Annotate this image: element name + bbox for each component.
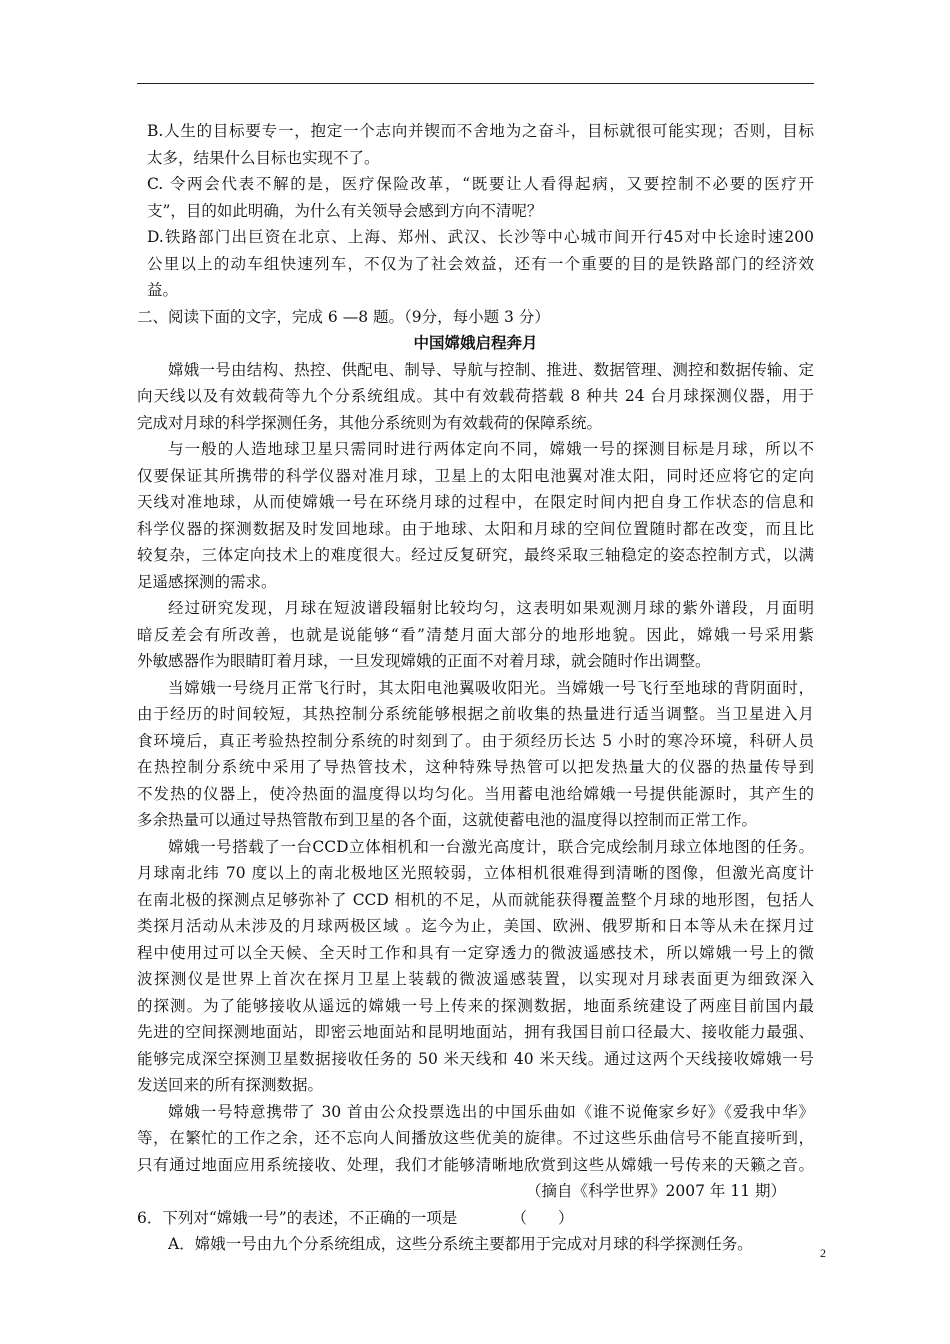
text-line: 先进的空间探测地面站，即密云地面站和昆明地面站，拥有我国目前口径最大、接收能力最强、 xyxy=(137,1023,814,1041)
text-line: 在热控制分系统中采用了导热管技术，这种特殊导热管可以把发热量大的仪器的热量传导到 xyxy=(137,758,814,776)
text-line: 太多，结果什么目标也实现不了。 xyxy=(147,148,380,167)
text-line: 经过研究发现，月球在短波谱段辐射比较均匀，这表明如果观测月球的紫外谱段，月面明 xyxy=(168,599,814,617)
text-line: 天线对准地球，从而使嫦娥一号在环绕月球的过程中，在限定时间内把自身工作状态的信息和 xyxy=(137,493,814,511)
source-citation: （摘自《科学世界》2007 年 11 期） xyxy=(526,1182,786,1200)
paragraph-4 xyxy=(137,675,814,834)
text-line: 公里以上的动车组快速列车，不仅为了社会效益，还有一个重要的目的是铁路部门的经济效 xyxy=(147,254,814,273)
text-line: 与一般的人造地球卫星只需同时进行两体定向不同，嫦娥一号的探测目标是月球，所以不 xyxy=(168,440,814,458)
page-number: 2 xyxy=(820,1246,826,1260)
text-line: 支”，目的如此明确，为什么有关领导会感到方向不清呢？ xyxy=(147,201,543,220)
header-rule xyxy=(137,83,814,84)
paragraph-2 xyxy=(137,436,814,595)
text-line: 嫦娥一号搭载了一台CCD立体相机和一台激光高度计，联合完成绘制月球立体地图的任务。 xyxy=(168,837,814,856)
text-line: 益。 xyxy=(147,281,179,299)
text-line: 由于经历的时间较短，其热控制分系统能够根据之前收集的热量进行适当调整。当卫星进入月 xyxy=(137,705,814,723)
text-line: 暗反差会有所改善，也就是说能够“看”清楚月面大部分的地形地貌。因此，嫦娥一号采用紫 xyxy=(137,625,814,644)
article-title: 中国嫦娥启程奔月 xyxy=(413,333,538,352)
text-line: 外敏感器作为眼睛盯着月球，一旦发现嫦娥的正面不对着月球，就会随时作出调整。 xyxy=(137,652,711,670)
page-body xyxy=(137,118,814,1258)
text-line: C. 令两会代表不解的是，医疗保险改革，“既要让人看得起病，又要控制不必要的医疗开 xyxy=(147,175,814,193)
option-b xyxy=(137,118,814,171)
paragraph-6 xyxy=(137,1099,814,1179)
text-line: 的探测。为了能够接收从遥远的嫦娥一号上传来的探测数据，地面系统建设了两座目前国内最 xyxy=(137,996,814,1015)
text-line: 仅要保证其所携带的科学仪器对准月球，卫星上的太阳电池翼对准太阳，同时还应将它的定向 xyxy=(137,466,814,485)
option-c xyxy=(137,171,814,224)
text-line: 在南北极的探测点足够弥补了 CCD 相机的不足，从而就能获得覆盖整个月球的地形图，包括人 xyxy=(137,890,814,909)
text-line: 嫦娥一号由结构、热控、供配电、制导、导航与控制、推进、数据管理、测控和数据传输、定 xyxy=(168,360,814,379)
section-instruction: 二、阅读下面的文字，完成 6 —8 题。（9分，每小题 3 分） xyxy=(137,307,550,326)
text-line: 波探测仪是世界上首次在探月卫星上装载的微波遥感装置，以实现对月球表面更为细致深入 xyxy=(137,970,814,988)
text-line: 等，在繁忙的工作之余，还不忘向人间播放这些优美的旋律。不过这些乐曲信号不能直接听到， xyxy=(137,1129,814,1147)
text-line: 向天线以及有效载荷等九个分系统组成。其中有效载荷搭载 8 种共 24 台月球探测仪器，用于 xyxy=(137,387,814,405)
text-line: 足遥感探测的需求。 xyxy=(137,572,277,591)
question-6-stem: 6．下列对“嫦娥一号”的表述，不正确的一项是 （ ） xyxy=(137,1208,574,1227)
text-line: 程中使用过可以全天候、全天时工作和具有一定穿透力的微波遥感技术，所以嫦娥一号上的微 xyxy=(137,943,814,962)
option-d xyxy=(137,224,814,304)
text-line: D.铁路部门出巨资在北京、上海、郑州、武汉、长沙等中心城市间开行45对中长途时速200 xyxy=(147,228,814,246)
question-6-option-a: A．嫦娥一号由九个分系统组成，这些分系统主要都用于完成对月球的科学探测任务。 xyxy=(168,1235,753,1253)
text-line: 不发热的仪器上，使冷热面的温度得以均匀化。当用蓄电池给嫦娥一号提供能源时，其产生的 xyxy=(137,784,814,803)
text-line: 完成对月球的科学探测任务，其他分系统则为有效载荷的保障系统。 xyxy=(137,413,603,432)
paragraph-5 xyxy=(137,834,814,1099)
text-line: 科学仪器的探测数据及时发回地球。由于地球、太阳和月球的空间位置随时都在改变，而且比 xyxy=(137,519,814,538)
text-line: 类探月活动从未涉及的月球两极区域 。迄今为止，美国、欧洲、俄罗斯和日本等从未在探月过 xyxy=(137,917,814,935)
text-line: 发送回来的所有探测数据。 xyxy=(137,1076,324,1094)
text-line: 多余热量可以通过导热管散布到卫星的各个面，这就使蓄电池的温度得以控制而正常工作。 xyxy=(137,811,758,829)
text-line: B.人生的目标要专一，抱定一个志向并锲而不舍地为之奋斗，目标就很可能实现；否则，目标 xyxy=(147,122,814,140)
text-line: 能够完成深空探测卫星数据接收任务的 50 米天线和 40 米天线。通过这两个天线接收嫦娥一号 xyxy=(137,1049,814,1068)
text-line: 嫦娥一号特意携带了 30 首由公众投票选出的中国乐曲如《谁不说俺家乡好》《爱我中华》 xyxy=(168,1102,814,1121)
paragraph-1 xyxy=(137,357,814,437)
text-line: 月球南北纬 70 度以上的南北极地区光照较弱，立体相机很难得到清晰的图像，但激光高度计 xyxy=(137,864,814,882)
paragraph-3 xyxy=(137,595,814,675)
text-line: 食环境后，真正考验热控制分系统的时刻到了。由于须经历长达 5 小时的寒冷环境，科研人员 xyxy=(137,731,814,750)
text-line: 只有通过地面应用系统接收、处理，我们才能够清晰地欣赏到这些从嫦娥一号传来的天籁之音。 xyxy=(137,1155,814,1174)
text-line: 当嫦娥一号绕月正常飞行时，其太阳电池翼吸收阳光。当嫦娥一号飞行至地球的背阴面时， xyxy=(168,678,814,697)
text-line: 较复杂，三体定向技术上的难度很大。经过反复研究，最终采取三轴稳定的姿态控制方式，以满 xyxy=(137,546,814,564)
